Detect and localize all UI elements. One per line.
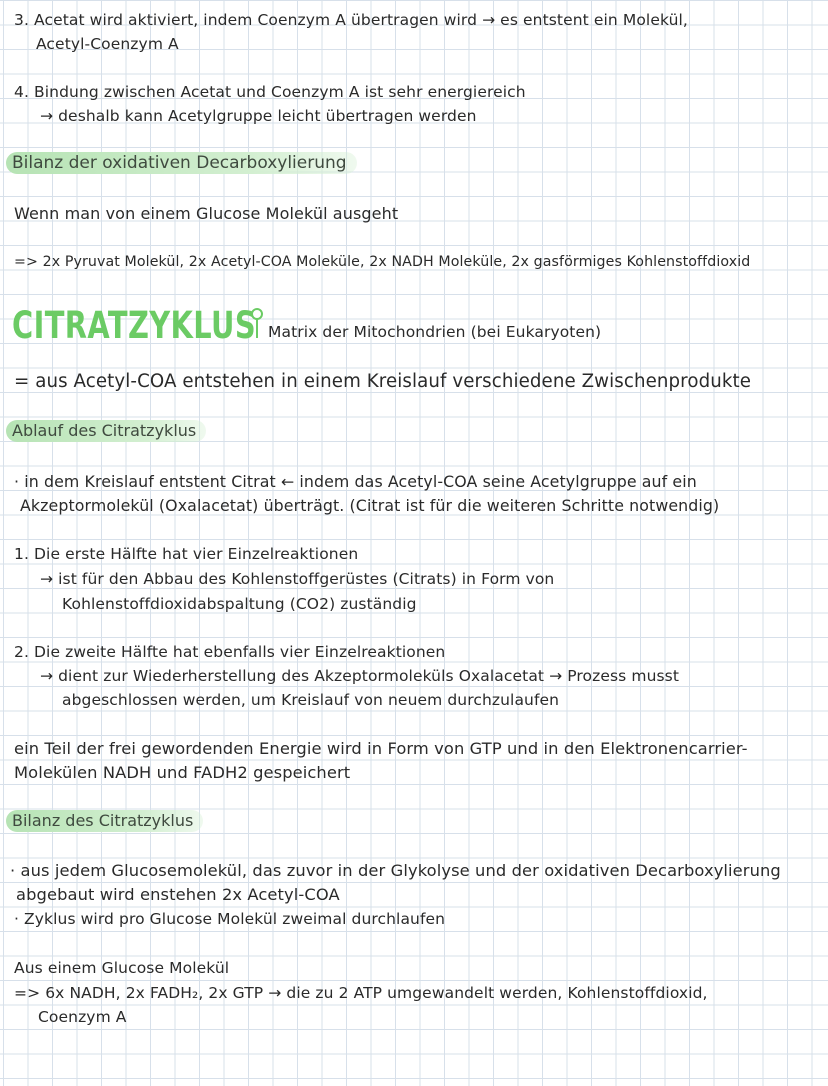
text-line: → dient zur Wiederherstellung des Akzeptormoleküls Oxalacetat → Prozess musst — [40, 667, 680, 685]
text-line: 3. Acetat wird aktiviert, indem Coenzym A übertragen wird → es entstent ein Molekül, — [14, 11, 688, 29]
text-line: → ist für den Abbau des Kohlenstoffgerüstes (Citrats) in Form von — [40, 570, 555, 588]
text-line: abgeschlossen werden, um Kreislauf von neuem durchzulaufen — [62, 691, 560, 709]
text-line: Aus einem Glucose Molekül — [14, 959, 230, 977]
page-title: CITRATZYKLUS — [12, 304, 257, 347]
text-line: Wenn man von einem Glucose Molekül ausgeht — [14, 204, 399, 223]
section-heading-ablauf: Ablauf des Citratzyklus — [6, 420, 206, 442]
definition-line: = aus Acetyl-COA entstehen in einem Kreislauf verschiedene Zwischenprodukte — [14, 371, 751, 392]
location-pin-icon — [246, 306, 268, 342]
text-line: → deshalb kann Acetylgruppe leicht übertragen werden — [40, 107, 477, 125]
section-heading-bilanz-citratzyklus: Bilanz des Citratzyklus — [6, 810, 203, 832]
text-line: Acetyl-Coenzym A — [36, 35, 179, 53]
subtitle-location: Matrix der Mitochondrien (bei Eukaryoten) — [268, 323, 602, 341]
text-line: · in dem Kreislauf entstent Citrat ← indem das Acetyl-COA seine Acetylgruppe auf ein — [14, 472, 697, 491]
text-line: abgebaut wird enstehen 2x Acetyl-COA — [16, 885, 340, 904]
text-line: => 2x Pyruvat Molekül, 2x Acetyl-COA Moleküle, 2x NADH Moleküle, 2x gasförmiges Kohlenstoffdioxid — [14, 254, 751, 270]
text-line: 4. Bindung zwischen Acetat und Coenzym A ist sehr energiereich — [14, 83, 526, 101]
text-line: Akzeptormolekül (Oxalacetat) überträgt. (Citrat ist für die weiteren Schritte notwendig) — [20, 496, 720, 515]
text-line: · aus jedem Glucosemolekül, das zuvor in der Glykolyse und der oxidativen Decarboxylierung — [10, 861, 781, 880]
text-line: 2. Die zweite Hälfte hat ebenfalls vier Einzelreaktionen — [14, 643, 446, 661]
text-line: Molekülen NADH und FADH2 gespeichert — [14, 763, 351, 782]
text-line: Coenzym A — [38, 1008, 127, 1026]
text-line: 1. Die erste Hälfte hat vier Einzelreaktionen — [14, 545, 359, 563]
text-line: Kohlenstoffdioxidabspaltung (CO2) zuständig — [62, 595, 417, 613]
text-line: => 6x NADH, 2x FADH₂, 2x GTP → die zu 2 ATP umgewandelt werden, Kohlenstoffdioxid, — [14, 984, 708, 1002]
section-heading-bilanz-decarboxylierung: Bilanz der oxidativen Decarboxylierung — [6, 152, 357, 174]
text-line: · Zyklus wird pro Glucose Molekül zweimal durchlaufen — [14, 910, 446, 928]
text-line: ein Teil der frei gewordenden Energie wird in Form von GTP und in den Elektronencarrier- — [14, 739, 748, 758]
